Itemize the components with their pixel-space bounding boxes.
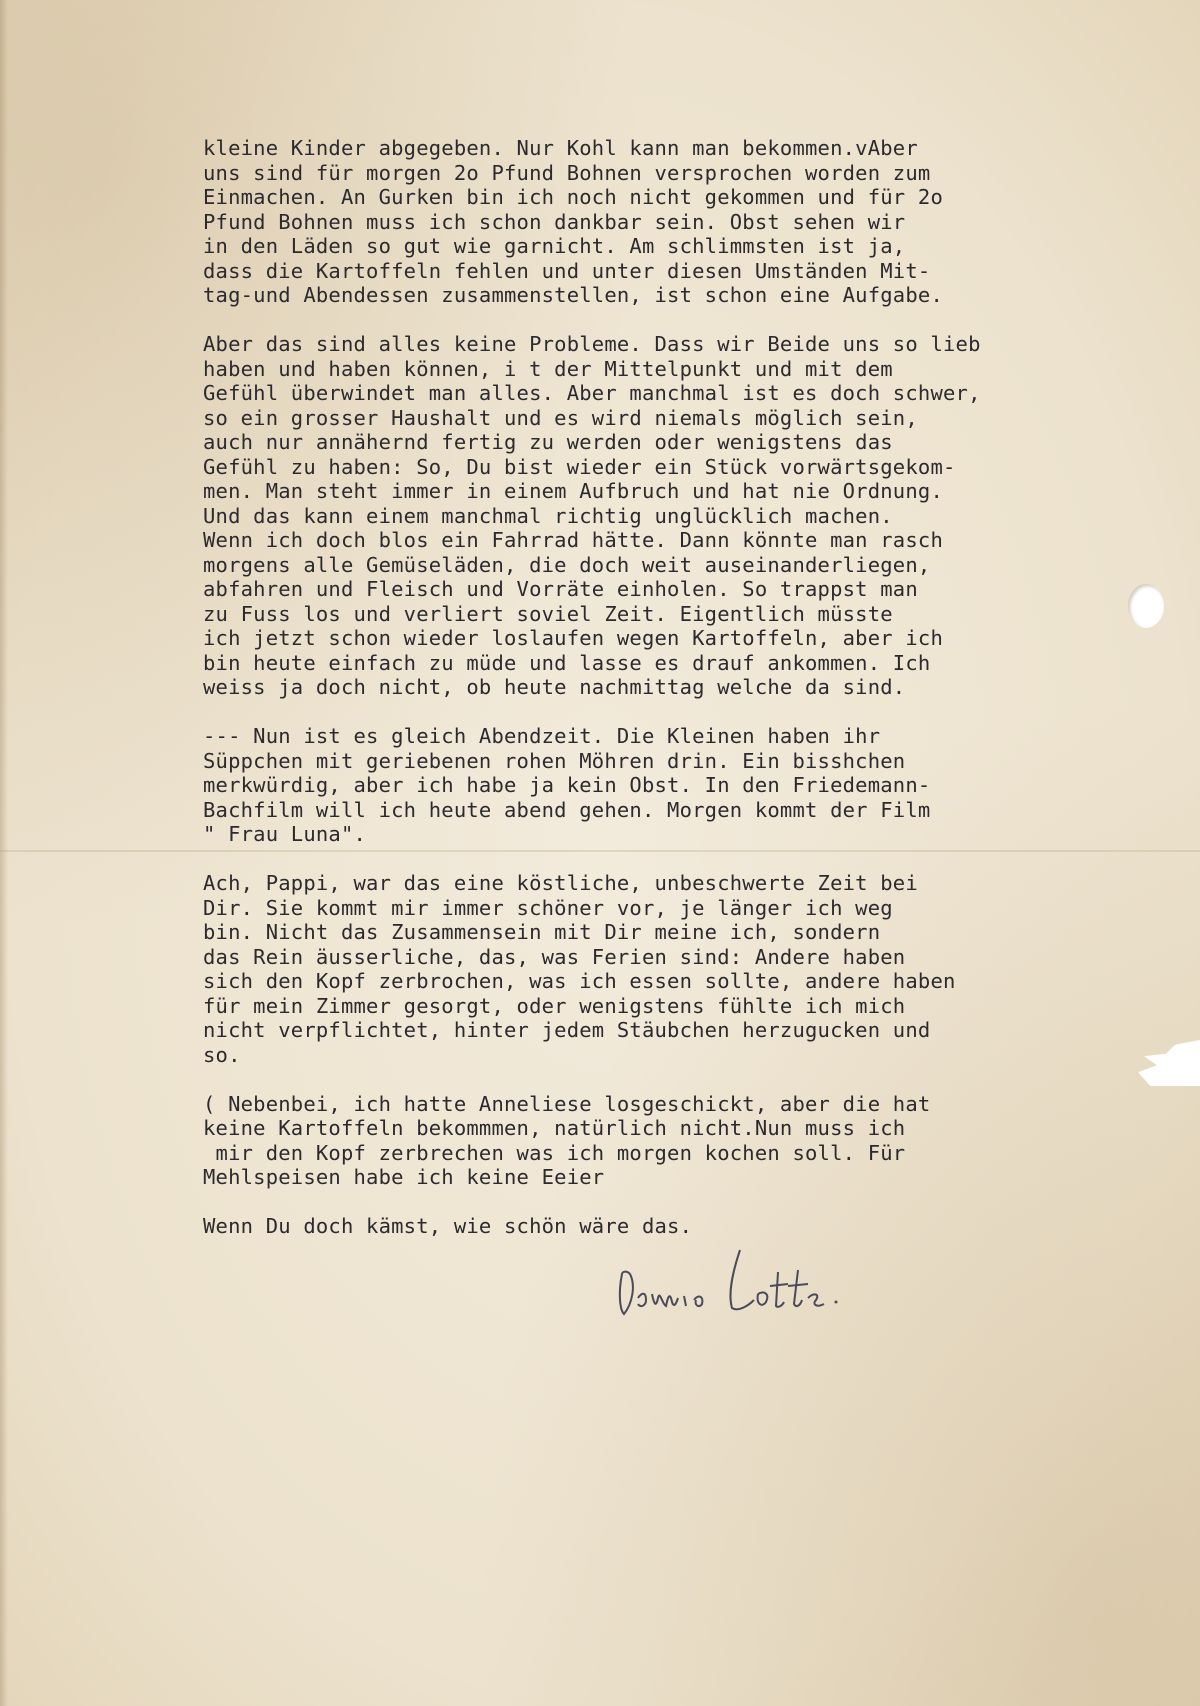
text-line: Ach, Pappi, war das eine köstliche, unbeschwerte Zeit bei [203, 871, 918, 895]
text-line: --- Nun ist es gleich Abendzeit. Die Kleinen haben ihr [203, 724, 881, 748]
text-line: merkwürdig, aber ich habe ja kein Obst. In den Friedemann- [203, 773, 931, 797]
text-line: das Rein äusserliche, das, was Ferien sind: Andere haben [203, 944, 906, 969]
text-line: Mehlspeisen habe ich keine Eeier [203, 1165, 605, 1189]
text-line: mir den Kopf zerbrechen was ich morgen kochen soll. Für [203, 1140, 906, 1165]
text-line: Dir. Sie kommt mir immer schöner vor, je länger ich weg [203, 895, 893, 920]
letter-paragraph [203, 136, 1163, 308]
text-line: kleine Kinder abgegeben. Nur Kohl kann man bekommen.vAber [203, 136, 918, 160]
text-line: tag-und Abendessen zusammenstellen, ist schon eine Aufgabe. [203, 283, 943, 307]
text-line: auch nur annähernd fertig zu werden oder wenigstens das [203, 430, 893, 454]
text-line: abfahren und Fleisch und Vorräte einholen. So trappst man [203, 577, 918, 601]
text-line: bin. Nicht das Zusammensein mit Dir meine ich, sondern [203, 920, 881, 944]
letter-body [203, 136, 1163, 1263]
text-line: Gefühl zu haben: So, Du bist wieder ein Stück vorwärtsgekom- [203, 454, 956, 479]
text-line: so ein grosser Haushalt und es wird niemals möglich sein, [203, 405, 918, 430]
text-line: für mein Zimmer gesorgt, oder wenigstens fühlte ich mich [203, 993, 906, 1018]
text-line: Pfund Bohnen muss ich schon dankbar sein. Obst sehen wir [203, 209, 906, 234]
text-line: in den Läden so gut wie garnicht. Am schlimmsten ist ja, [203, 234, 906, 258]
letter-paragraph [203, 724, 1163, 847]
text-line: bin heute einfach zu müde und lasse es drauf ankommen. Ich [203, 650, 931, 675]
text-line: ich jetzt schon wieder loslaufen wegen Kartoffeln, aber ich [203, 626, 943, 650]
text-line: weiss ja doch nicht, ob heute nachmittag welche da sind. [203, 675, 906, 699]
text-line: men. Man steht immer in einem Aufbruch und hat nie Ordnung. [203, 479, 943, 503]
text-line: Aber das sind alles keine Probleme. Dass wir Beide uns so lieb [203, 332, 981, 356]
text-line: Süppchen mit geriebenen rohen Möhren drin. Ein bisshchen [203, 748, 906, 773]
text-line: nicht verpflichtet, hinter jedem Stäubchen herzugucken und [203, 1018, 931, 1042]
text-line: uns sind für morgen 2o Pfund Bohnen versprochen worden zum [203, 160, 931, 185]
text-line: Wenn ich doch blos ein Fahrrad hätte. Dann könnte man rasch [203, 528, 943, 552]
text-line: ( Nebenbei, ich hatte Anneliese losgeschickt, aber die hat [203, 1091, 931, 1116]
letter-paragraph [203, 332, 1163, 700]
text-line: zu Fuss los und verliert soviel Zeit. Eigentlich müsste [203, 601, 893, 626]
text-line: " Frau Luna". [203, 822, 367, 846]
text-line: Einmachen. An Gurken bin ich noch nicht gekommen und für 2o [203, 185, 943, 209]
paper-edge [0, 0, 8, 1706]
text-line: haben und haben können, i t der Mittelpunkt und mit dem [203, 356, 893, 381]
text-line: morgens alle Gemüseläden, die doch weit auseinanderliegen, [203, 552, 931, 577]
letter-paragraph [203, 1214, 1163, 1239]
text-line: dass die Kartoffeln fehlen und unter diesen Umständen Mit- [203, 258, 931, 283]
text-line: Wenn Du doch kämst, wie schön wäre das. [203, 1214, 693, 1238]
text-line: sich den Kopf zerbrochen, was ich essen sollte, andere haben [203, 969, 956, 993]
text-line: so. [203, 1042, 241, 1067]
text-line: Gefühl überwindet man alles. Aber manchmal ist es doch schwer, [203, 381, 981, 405]
signature [612, 1244, 852, 1324]
letter-paragraph [203, 871, 1163, 1067]
text-line: Bachfilm will ich heute abend gehen. Morgen kommt der Film [203, 797, 931, 822]
text-line: keine Kartoffeln bekommmen, natürlich nicht.Nun muss ich [203, 1116, 906, 1140]
letter-paragraph [203, 1092, 1163, 1190]
text-line: Und das kann einem manchmal richtig unglücklich machen. [203, 503, 893, 528]
